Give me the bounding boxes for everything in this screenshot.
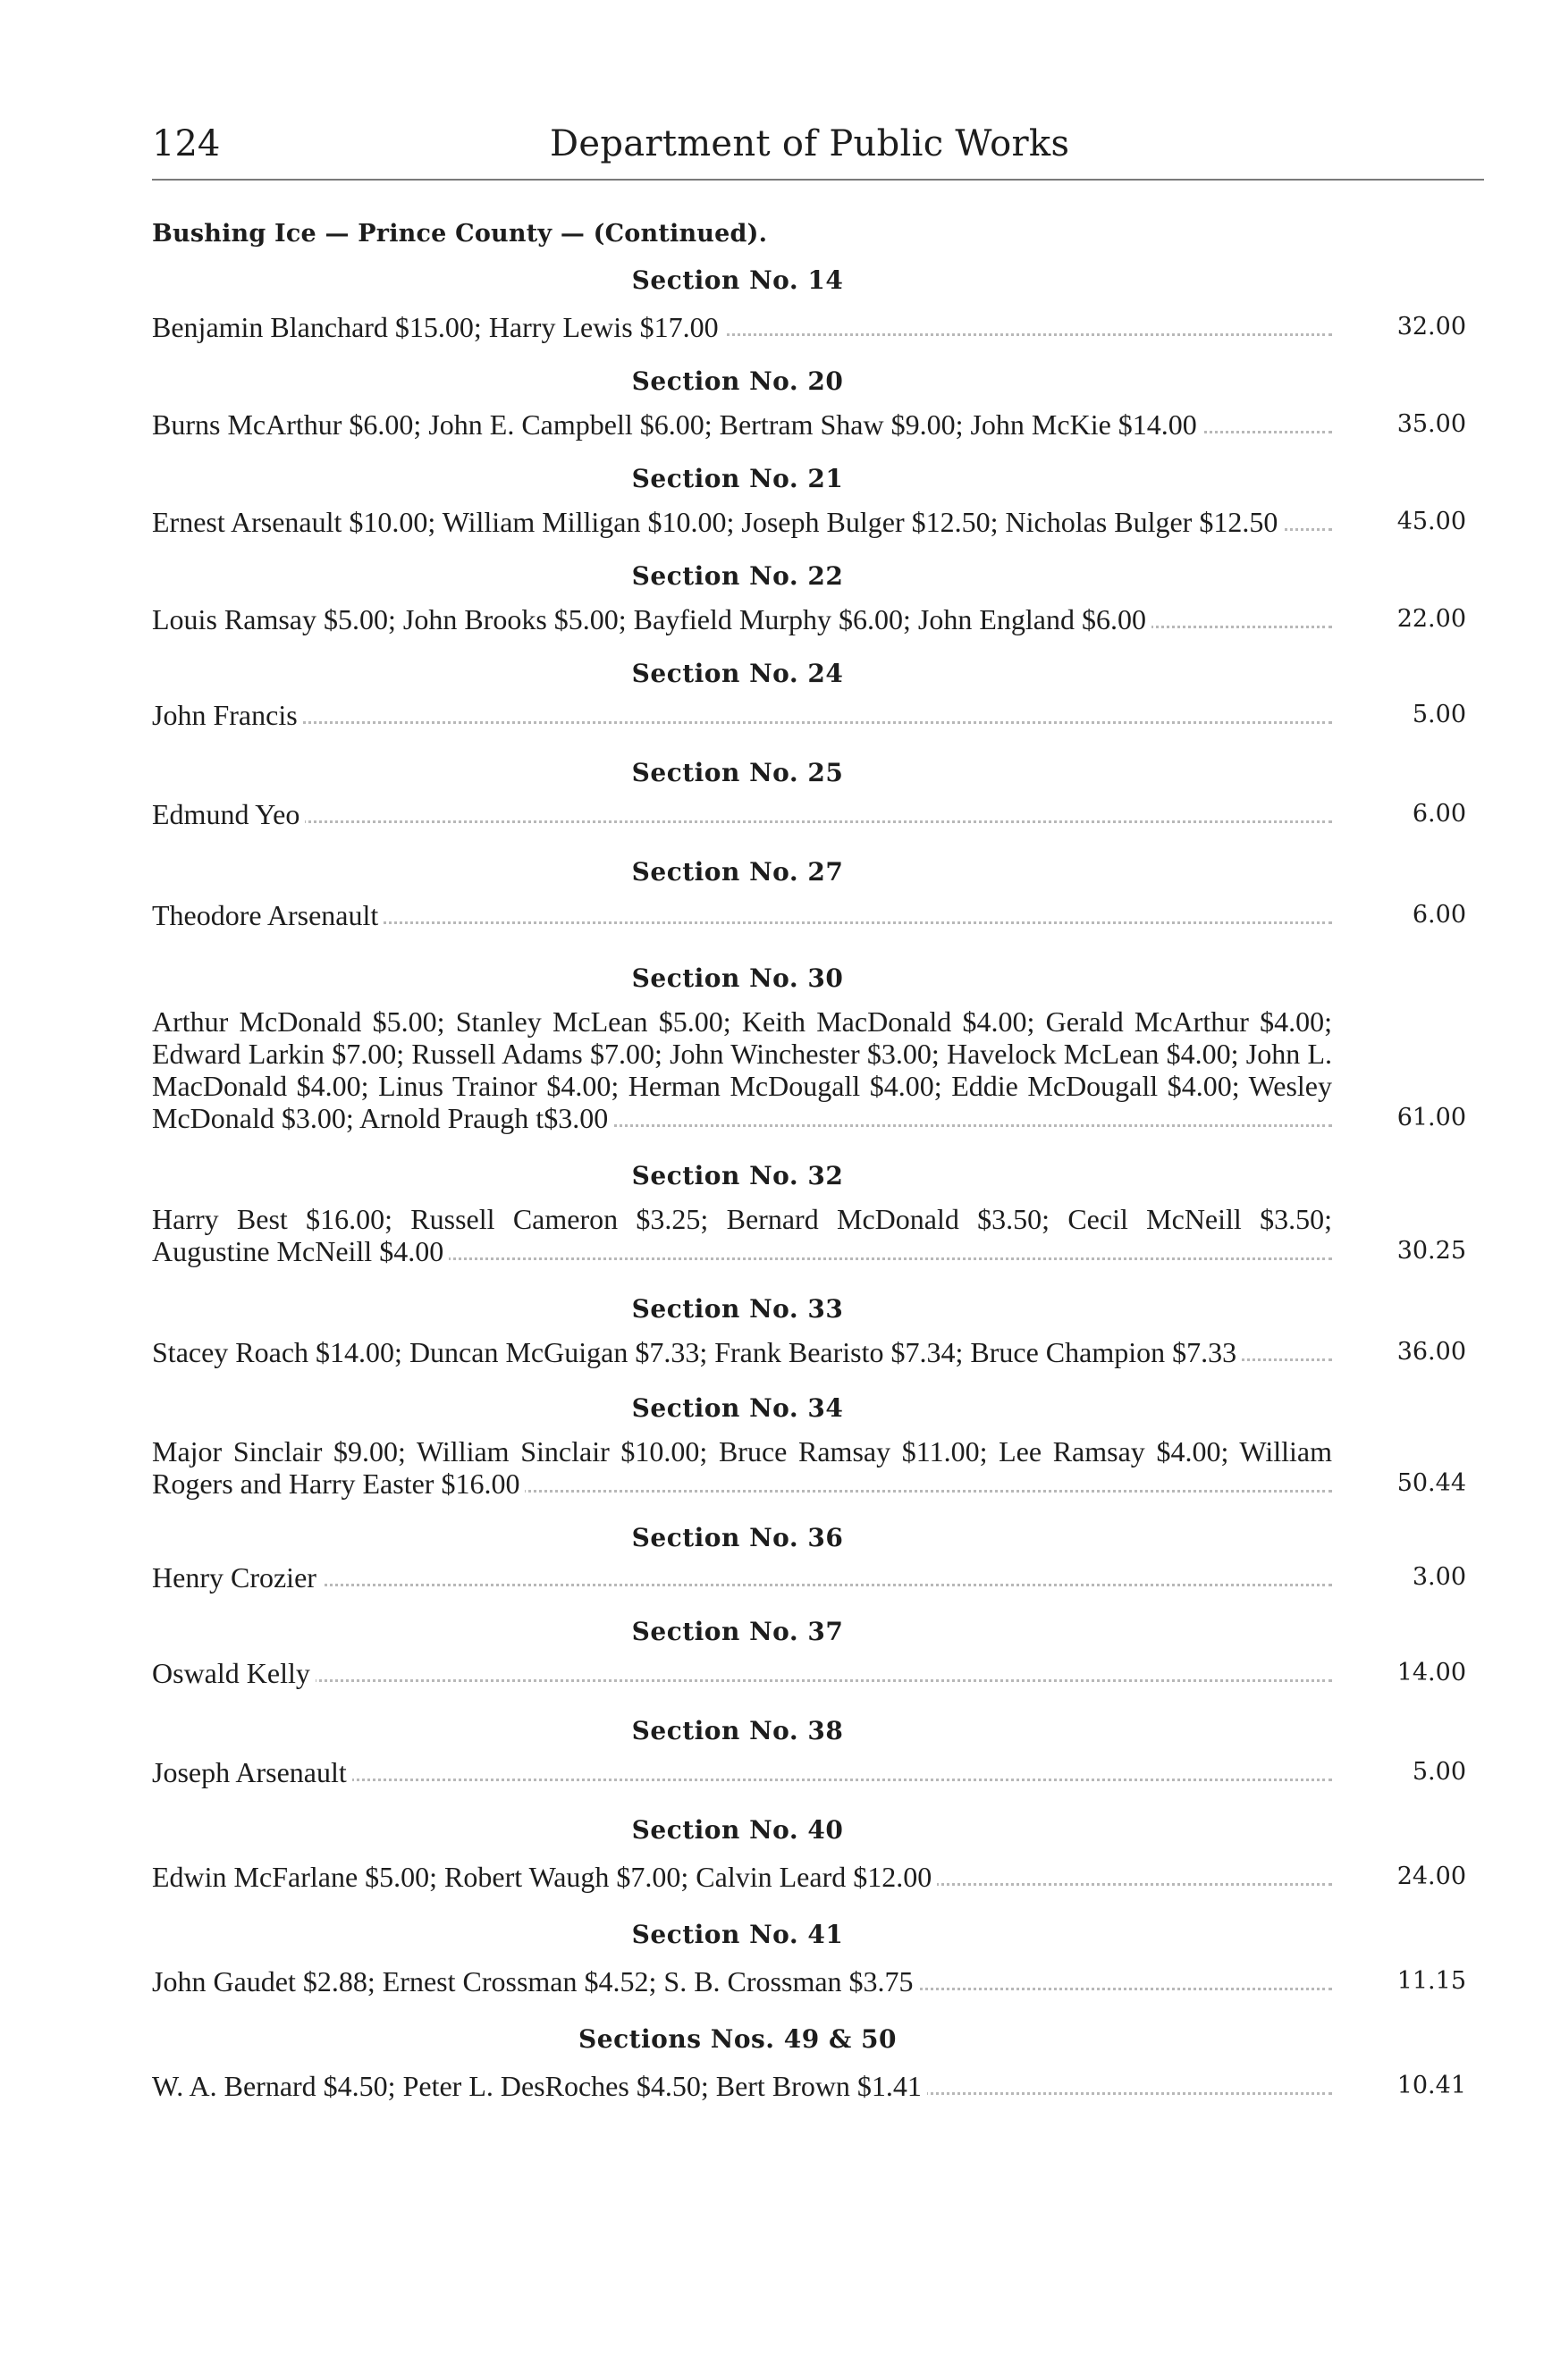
entry-amount: 24.00 xyxy=(1396,1863,1466,1890)
entry-row xyxy=(152,1005,1493,1134)
entry-amount: 10.41 xyxy=(1396,2072,1466,2099)
entry-names xyxy=(152,798,1332,830)
entry-amount: 32.00 xyxy=(1396,313,1466,341)
entry-names xyxy=(152,1861,1332,1893)
entry-names xyxy=(152,1965,1332,1997)
section-block xyxy=(152,1393,1493,1500)
section-heading: Section No. 24 xyxy=(631,659,844,688)
entry-amount: 14.00 xyxy=(1396,1659,1466,1686)
entry-row xyxy=(152,699,1493,731)
entry-names xyxy=(152,408,1332,441)
entry-amount: 5.00 xyxy=(1412,1758,1466,1786)
section-heading: Section No. 36 xyxy=(631,1523,844,1552)
entry-names xyxy=(152,899,1332,931)
section-heading: Section No. 40 xyxy=(631,1815,844,1845)
entry-text: Oswald Kelly xyxy=(152,1657,316,1689)
running-title: Department of Public Works xyxy=(550,123,1070,164)
section-block xyxy=(152,464,1493,538)
section-block xyxy=(152,857,1493,931)
section-block xyxy=(152,1523,1493,1594)
section-heading: Section No. 21 xyxy=(631,464,844,493)
entry-amount: 6.00 xyxy=(1412,800,1466,828)
entry-amount: 30.25 xyxy=(1396,1237,1466,1265)
entry-names xyxy=(152,1005,1332,1134)
entry-text: W. A. Bernard $4.50; Peter L. DesRoches $4.50; Bert Brown $1.41 xyxy=(152,2070,927,2102)
entry-text: Harry Best $16.00; Russell Cameron $3.25; Bernard McDonald $3.50; Cecil McNeill $3.50; Augustine McNeill $4.00 xyxy=(152,1203,1332,1267)
section-heading: Section No. 14 xyxy=(631,265,844,295)
entry-text: John Francis xyxy=(152,699,303,731)
entry-text: Arthur McDonald $5.00; Stanley McLean $5.00; Keith MacDonald $4.00; Gerald McArthur $4.00; Edward Larkin $7.00; Russell Adams $7.00; John Winchester $3.00; Havelock McLean $4.00; John L. MacDonald $4.00; Linus Trainor $4.00; Herman McDougall $4.00; Eddie McDougall $4.00; Wesley McDonald $3.00; Arnold Praugh t$3.00 xyxy=(152,1005,1332,1134)
section-heading: Section No. 32 xyxy=(631,1161,844,1190)
entry-names xyxy=(152,311,1332,343)
section-heading: Section No. 41 xyxy=(631,1920,844,1949)
section-heading: Section No. 33 xyxy=(631,1294,844,1324)
entry-amount: 6.00 xyxy=(1412,901,1466,929)
entry-text: Theodore Arsenault xyxy=(152,899,384,931)
entry-text: Stacey Roach $14.00; Duncan McGuigan $7.33; Frank Bearisto $7.34; Bruce Champion $7.33 xyxy=(152,1336,1242,1368)
section-block xyxy=(152,758,1493,830)
section-block xyxy=(152,1161,1493,1267)
entry-names xyxy=(152,1657,1332,1689)
entry-names xyxy=(152,1756,1332,1788)
entry-text: Edmund Yeo xyxy=(152,798,305,830)
section-heading: Section No. 25 xyxy=(631,758,844,787)
entry-row xyxy=(152,1756,1493,1788)
section-heading: Section No. 27 xyxy=(631,857,844,887)
entry-names xyxy=(152,1203,1332,1267)
entry-amount: 45.00 xyxy=(1396,508,1466,535)
entry-row xyxy=(152,1336,1493,1368)
entry-names xyxy=(152,1336,1332,1368)
entry-amount: 11.15 xyxy=(1396,1967,1466,1995)
entry-names xyxy=(152,1435,1332,1500)
section-block xyxy=(152,1716,1493,1788)
entry-names xyxy=(152,699,1332,731)
entry-row xyxy=(152,1965,1493,1997)
entry-names xyxy=(152,603,1332,635)
section-heading: Sections Nos. 49 & 50 xyxy=(578,2024,897,2054)
entry-amount: 5.00 xyxy=(1412,701,1466,728)
entry-text: Major Sinclair $9.00; William Sinclair $10.00; Bruce Ramsay $11.00; Lee Ramsay $4.00; William Rogers and Harry Easter $16.00 xyxy=(152,1435,1332,1500)
section-block xyxy=(152,366,1493,441)
dot-leader xyxy=(152,820,1332,823)
section-heading: Section No. 34 xyxy=(631,1393,844,1423)
continued-heading: Bushing Ice — Prince County — (Continued). xyxy=(152,220,768,248)
entry-text: Henry Crozier xyxy=(152,1561,322,1594)
entry-row xyxy=(152,311,1493,343)
section-heading: Section No. 38 xyxy=(631,1716,844,1745)
section-block xyxy=(152,659,1493,731)
entry-row xyxy=(152,2070,1493,2102)
dot-leader xyxy=(152,721,1332,724)
entry-row xyxy=(152,899,1493,931)
entry-amount: 61.00 xyxy=(1396,1104,1466,1131)
page-number: 124 xyxy=(152,123,221,164)
entry-names xyxy=(152,506,1332,538)
running-head xyxy=(152,116,1484,181)
entry-row xyxy=(152,506,1493,538)
entry-row xyxy=(152,1657,1493,1689)
entry-text: Ernest Arsenault $10.00; William Milligan $10.00; Joseph Bulger $12.50; Nicholas Bulger $12.50 xyxy=(152,506,1283,538)
section-block xyxy=(152,1815,1493,1893)
section-block xyxy=(152,963,1493,1134)
entry-text: John Gaudet $2.88; Ernest Crossman $4.52; S. B. Crossman $3.75 xyxy=(152,1965,919,1997)
entry-row xyxy=(152,603,1493,635)
section-heading: Section No. 22 xyxy=(631,561,844,591)
sections-list xyxy=(152,265,1493,2102)
entry-row xyxy=(152,1861,1493,1893)
document-page xyxy=(152,116,1493,2102)
section-block xyxy=(152,1294,1493,1368)
dot-leader xyxy=(152,1679,1332,1682)
section-block xyxy=(152,1920,1493,1997)
entry-row xyxy=(152,408,1493,441)
entry-row xyxy=(152,1203,1493,1267)
section-block xyxy=(152,2024,1493,2102)
entry-amount: 36.00 xyxy=(1396,1338,1466,1366)
section-heading: Section No. 20 xyxy=(631,366,844,396)
entry-text: Louis Ramsay $5.00; John Brooks $5.00; Bayfield Murphy $6.00; John England $6.00 xyxy=(152,603,1151,635)
entry-amount: 50.44 xyxy=(1396,1469,1466,1497)
entry-text: Benjamin Blanchard $15.00; Harry Lewis $17.00 xyxy=(152,311,724,343)
section-block xyxy=(152,265,1493,343)
entry-amount: 3.00 xyxy=(1412,1563,1466,1591)
entry-text: Joseph Arsenault xyxy=(152,1756,352,1788)
entry-names xyxy=(152,1561,1332,1594)
entry-row xyxy=(152,1435,1493,1500)
entry-text: Burns McArthur $6.00; John E. Campbell $6.00; Bertram Shaw $9.00; John McKie $14.00 xyxy=(152,408,1202,441)
entry-amount: 35.00 xyxy=(1396,410,1466,438)
section-heading: Section No. 30 xyxy=(631,963,844,993)
entry-row xyxy=(152,798,1493,830)
section-heading: Section No. 37 xyxy=(631,1617,844,1646)
section-block xyxy=(152,1617,1493,1689)
entry-row xyxy=(152,1561,1493,1594)
entry-amount: 22.00 xyxy=(1396,605,1466,633)
entry-names xyxy=(152,2070,1332,2102)
entry-text: Edwin McFarlane $5.00; Robert Waugh $7.00; Calvin Leard $12.00 xyxy=(152,1861,937,1893)
section-block xyxy=(152,561,1493,635)
dot-leader xyxy=(152,1584,1332,1586)
